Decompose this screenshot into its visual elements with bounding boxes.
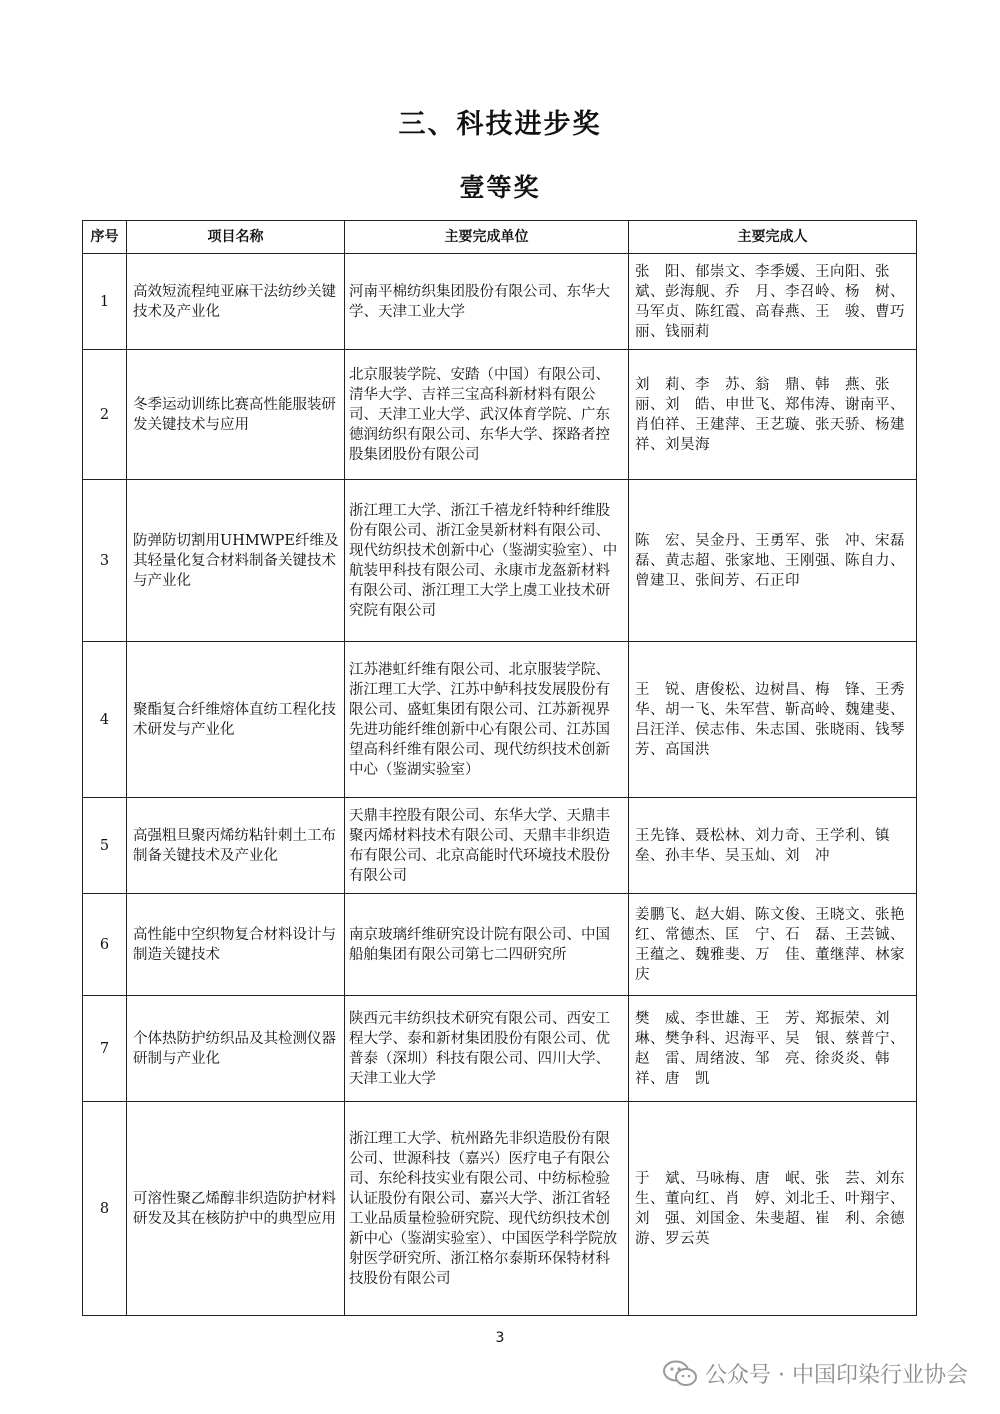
row-units: 陕西元丰纺织技术研究有限公司、西安工程大学、泰和新材集团股份有限公司、优普泰（深圳）科技有限公司、四川大学、天津工业大学	[345, 996, 629, 1102]
page-title: 三、科技进步奖	[398, 109, 602, 140]
header-units: 主要完成单位	[345, 221, 629, 254]
row-project-name: 聚酯复合纤维熔体直纺工程化技术研发与产业化	[127, 642, 345, 798]
wechat-icon	[663, 1360, 697, 1388]
row-project-name: 防弹防切割用UHMWPE纤维及其轻量化复合材料制备关键技术与产业化	[127, 480, 345, 642]
header-num: 序号	[83, 221, 127, 254]
row-people: 刘 莉、李 苏、翁 鼎、韩 燕、张 丽、刘 皓、申世飞、郑伟涛、谢南平、肖伯祥、王建萍、王艺璇、张天骄、杨建祥、刘昊海	[629, 350, 917, 480]
table-row	[83, 798, 917, 894]
row-people: 樊 威、李世雄、王 芳、郑振荣、刘 琳、樊争科、迟海平、吴 银、蔡普宁、赵 雷、周绪波、邹 亮、徐炎炎、韩 祥、唐 凯	[629, 996, 917, 1102]
table-row	[83, 254, 917, 350]
row-units: 天鼎丰控股有限公司、东华大学、天鼎丰聚丙烯材料技术有限公司、天鼎丰非织造布有限公司、北京高能时代环境技术股份有限公司	[345, 798, 629, 894]
watermark-text: 公众号 · 中国印染行业协会	[705, 1363, 968, 1388]
award-table	[82, 220, 917, 1316]
award-level-title: 壹等奖	[459, 173, 541, 202]
row-people: 陈 宏、吴金丹、王勇军、张 冲、宋磊磊、黄志超、张家地、王刚强、陈自力、曾建卫、张间芳、石正印	[629, 480, 917, 642]
row-units: 河南平棉纺织集团股份有限公司、东华大学、天津工业大学	[345, 254, 629, 350]
table-header-row	[83, 221, 917, 254]
table-row	[83, 894, 917, 996]
row-num: 3	[83, 480, 127, 642]
row-units: 北京服装学院、安踏（中国）有限公司、清华大学、吉祥三宝高科新材料有限公司、天津工业大学、武汉体育学院、广东德润纺织有限公司、东华大学、探路者控股集团股份有限公司	[345, 350, 629, 480]
row-project-name: 个体热防护纺织品及其检测仪器研制与产业化	[127, 996, 345, 1102]
row-project-name: 高强粗旦聚丙烯纺粘针刺土工布制备关键技术及产业化	[127, 798, 345, 894]
page-number: 3	[495, 1330, 505, 1346]
row-num: 4	[83, 642, 127, 798]
row-num: 1	[83, 254, 127, 350]
row-people: 王先锋、聂松林、刘力奇、王学利、镇 垒、孙丰华、吴玉灿、刘 冲	[629, 798, 917, 894]
row-units: 南京玻璃纤维研究设计院有限公司、中国船舶集团有限公司第七二四研究所	[345, 894, 629, 996]
row-num: 7	[83, 996, 127, 1102]
row-num: 5	[83, 798, 127, 894]
table-row	[83, 480, 917, 642]
row-num: 6	[83, 894, 127, 996]
row-num: 2	[83, 350, 127, 480]
header-project-name: 项目名称	[127, 221, 345, 254]
row-units: 浙江理工大学、杭州路先非织造股份有限公司、世源科技（嘉兴）医疗电子有限公司、东纶科技实业有限公司、中纺标检验认证股份有限公司、嘉兴大学、浙江省轻工业品质量检验研究院、现代纺织技术创新中心（鉴湖实验室）、中国医学科学院放射医学研究所、浙江格尔泰斯环保特材科技股份有限公司	[345, 1102, 629, 1316]
row-project-name: 可溶性聚乙烯醇非织造防护材料研发及其在核防护中的典型应用	[127, 1102, 345, 1316]
table-row	[83, 642, 917, 798]
row-project-name: 高性能中空织物复合材料设计与制造关键技术	[127, 894, 345, 996]
row-units: 浙江理工大学、浙江千禧龙纤特种纤维股份有限公司、浙江金昊新材料有限公司、现代纺织技术创新中心（鉴湖实验室）、中航装甲科技有限公司、永康市龙盔新材料有限公司、浙江理工大学上虞工业技术研究院有限公司	[345, 480, 629, 642]
table-row	[83, 996, 917, 1102]
row-people: 姜鹏飞、赵大娟、陈文俊、王晓文、张艳红、常德杰、匡 宁、石 磊、王芸铖、王蕴之、魏雅斐、万 佳、董继萍、林家庆	[629, 894, 917, 996]
watermark	[663, 1358, 968, 1389]
row-people: 于 斌、马咏梅、唐 岷、张 芸、刘东生、董向红、肖 婷、刘北壬、叶翔宇、刘 强、刘国金、朱斐超、崔 利、余德游、罗云英	[629, 1102, 917, 1316]
table-row	[83, 350, 917, 480]
header-people: 主要完成人	[629, 221, 917, 254]
row-project-name: 高效短流程纯亚麻干法纺纱关键技术及产业化	[127, 254, 345, 350]
table-row	[83, 1102, 917, 1316]
row-num: 8	[83, 1102, 127, 1316]
row-project-name: 冬季运动训练比赛高性能服装研发关键技术与应用	[127, 350, 345, 480]
row-units: 江苏港虹纤维有限公司、北京服装学院、浙江理工大学、江苏中鲈科技发展股份有限公司、盛虹集团有限公司、江苏新视界先进功能纤维创新中心有限公司、江苏国望高科纤维有限公司、现代纺织技术创新中心（鉴湖实验室）	[345, 642, 629, 798]
row-people: 王 锐、唐俊松、边树昌、梅 锋、王秀华、胡一飞、朱军营、靳高岭、魏建斐、吕汪洋、侯志伟、朱志国、张晓雨、钱琴芳、高国洪	[629, 642, 917, 798]
row-people: 张 阳、郁崇文、李季媛、王向阳、张 斌、彭海舰、乔 月、李召岭、杨 树、马军贞、陈红霞、高春燕、王 骏、曹巧丽、钱丽莉	[629, 254, 917, 350]
